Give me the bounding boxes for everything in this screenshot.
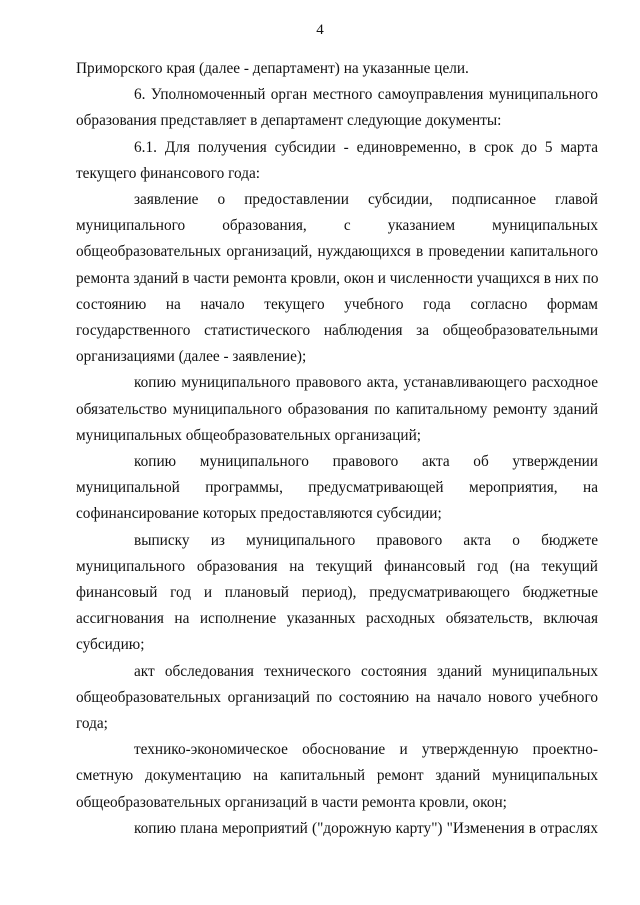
text-line: выписку из муниципального правового акта о бюджете	[134, 531, 598, 549]
text-line: копию муниципального правового акта, устанавливающего расходное	[134, 374, 598, 392]
document-body	[76, 56, 598, 842]
text-line: образования представляет в департамент следующие документы:	[76, 112, 502, 130]
text-line: акт обследования технического состояния зданий муниципальных	[134, 662, 598, 680]
text-line: организациями (далее - заявление);	[76, 348, 307, 366]
page-number: 4	[316, 22, 324, 38]
text-line: государственного статистического наблюдения за общеобразовательными	[76, 322, 598, 340]
text-line: 6. Уполномоченный орган местного самоуправления муниципального	[134, 86, 598, 104]
text-line: обязательство муниципального образования по капитальному ремонту зданий	[76, 400, 598, 418]
text-line: копию муниципального правового акта об утверждении	[134, 453, 598, 471]
text-line: муниципальных общеобразовательных организаций;	[76, 426, 422, 444]
text-line: общеобразовательных организаций по состоянию на начало нового учебного	[76, 688, 598, 706]
text-line: сметную документацию на капитальный ремонт зданий муниципальных	[76, 767, 598, 785]
text-line: технико-экономическое обоснование и утвержденную проектно-	[134, 741, 598, 759]
text-line: софинансирование которых предоставляются субсидии;	[76, 505, 442, 523]
text-line: финансовый год и плановый период), предусматривающего бюджетные	[76, 584, 598, 602]
text-line: Приморского края (далее - департамент) на указанные цели.	[76, 60, 469, 77]
text-line: заявление о предоставлении субсидии, подписанное главой	[134, 191, 598, 209]
text-line: 6.1. Для получения субсидии - единовременно, в срок до 5 марта	[134, 138, 598, 156]
text-line: муниципального образования на текущий финансовый год (на текущий	[76, 557, 598, 575]
text-line: общеобразовательных организаций, нуждающихся в проведении капитального	[76, 243, 598, 261]
text-line: текущего финансового года:	[76, 164, 261, 182]
text-line: года;	[76, 715, 108, 733]
text-line: муниципального образования, с указанием муниципальных	[76, 217, 598, 235]
text-line: общеобразовательных организаций в части ремонта кровли, окон;	[76, 793, 507, 811]
text-line: состоянию на начало текущего учебного года согласно формам	[76, 295, 598, 313]
text-line: субсидию;	[76, 636, 145, 654]
text-line: ассигнования на исполнение указанных расходных обязательств, включая	[76, 610, 598, 628]
text-line: муниципальной программы, предусматривающей мероприятия, на	[76, 479, 598, 497]
text-line: копию плана мероприятий ("дорожную карту") "Изменения в отраслях	[134, 819, 598, 837]
text-line: ремонта зданий в части ремонта кровли, окон и численности учащихся в них по	[76, 269, 599, 287]
